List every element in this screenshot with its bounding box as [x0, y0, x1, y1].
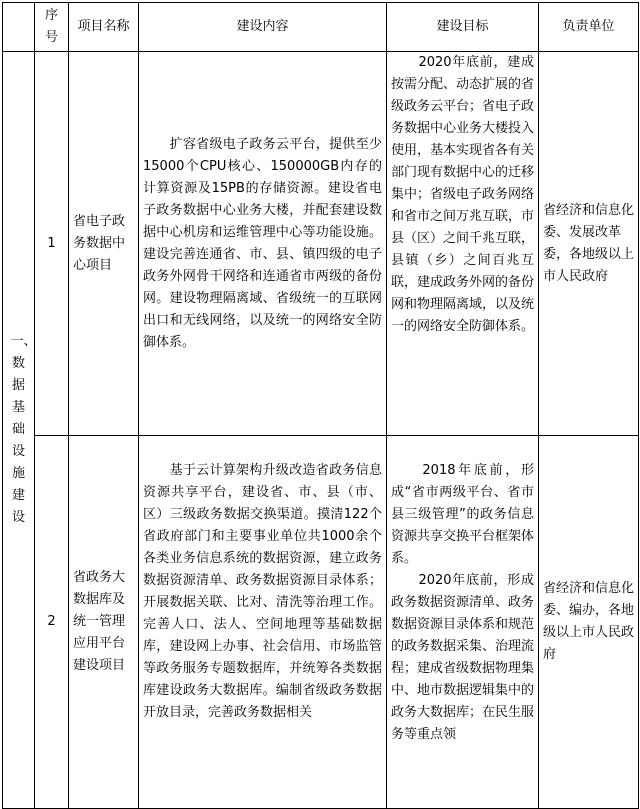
header-responsible: 负责单位 — [539, 3, 639, 52]
table-row — [3, 436, 639, 809]
build-content — [139, 436, 387, 809]
project-name: 省电子政务数据中心项目 — [69, 52, 139, 436]
build-goal: 2020年底前，建成按需分配、动态扩展的省级政务云平台；省电子政务数据中心业务大楼投入使用，基本实现省各有关部门现有数据中心的迁移集中；省级电子政务网络和省市之间万兆互联，市县（区）之间千兆互联，县镇（乡）之间百兆互联，建成政务外网的备份网和物理隔离域，以及统一的网络安全防御体系。 — [387, 52, 539, 436]
build-content-text: 基于云计算架构升级改造省政务信息资源共享平台，建设省、市、县（市、区）三级政务数据交换渠道。摸清122个省政府部门和主要事业单位共1000余个各类业务信息系统的数据资源，建立政务数据资源清单、政务数据资源目录体系；开展数据关联、比对、清洗等治理工作。完善人口、法人、空间地理等基础数据库，建设网上办事、社会信用、市场监管等政务服务专题数据库，并统筹各类数据库建设政务大数据库。编制省级政务数据开放目录，完善政务数据相关 — [143, 463, 382, 720]
responsible-unit: 省经济和信息化委、编办，各地级以上市人民政府 — [539, 436, 639, 809]
category-cell — [3, 52, 35, 809]
row-number: 2 — [35, 436, 69, 809]
header-row — [3, 3, 639, 52]
header-number: 序号 — [35, 3, 69, 52]
responsible-unit: 省经济和信息化委、发展改革委，各地级以上市人民政府 — [539, 52, 639, 436]
build-content: 扩容省级电子政务云平台，提供至少15000个CPU核心、150000GB内存的计算资源及15PB的存储资源。建设省电子政务数据中心业务大楼，并配套建设数据中心机房和运维管理中心等功能设施。建设完善连通省、市、县、镇四级的电子政务外网骨干网络和连通省市两级的备份网。建设物理隔离域、省级统一的互联网出口和无线网络，以及统一的网络安全防御体系。 — [139, 52, 387, 436]
project-name: 省政务大数据库及统一管理应用平台建设项目 — [69, 436, 139, 809]
category-label: 一、数据基础设施建设 — [10, 334, 37, 525]
header-project-name: 项目名称 — [69, 3, 139, 52]
header-category — [3, 3, 35, 52]
build-goal — [387, 436, 539, 809]
project-table — [2, 2, 639, 809]
header-goal: 建设目标 — [387, 3, 539, 52]
header-content: 建设内容 — [139, 3, 387, 52]
row-number: 1 — [35, 52, 69, 436]
build-goal-text: 2018年底前，形成“省市两级平台、省市县三级管理”的政务信息资源共享交换平台框架体系。 2020年底前，形成政务数据资源清单、政务数据资源目录体系和规范的政务数据采集、治理流程；建成省级数据物理集中、地市数据逻辑集中的政务大数据库；在民生服务等重点领 — [391, 463, 534, 742]
table-row — [3, 52, 639, 436]
